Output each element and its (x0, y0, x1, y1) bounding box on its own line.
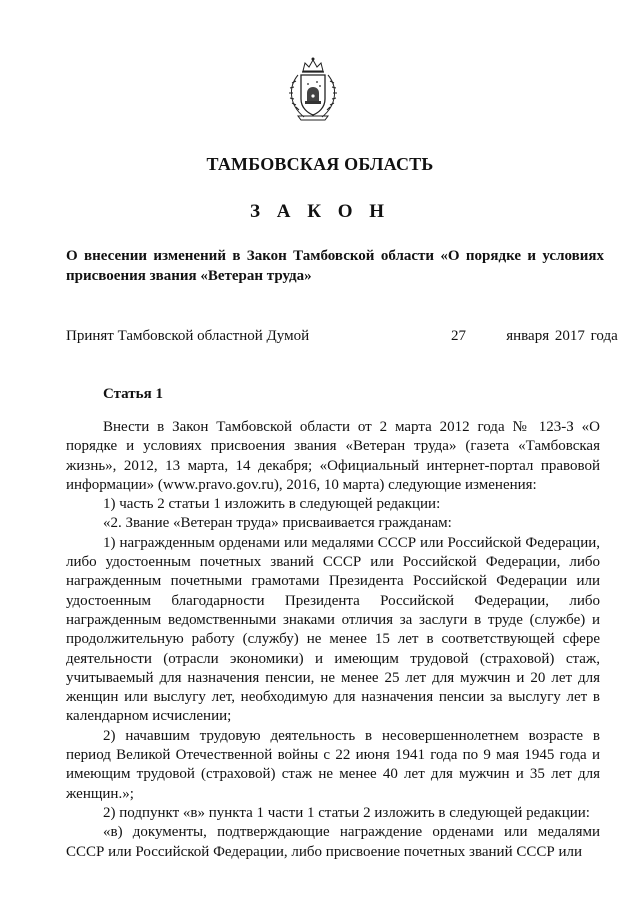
adoption-day: 27 (451, 328, 466, 344)
law-subject: О внесении изменений в Закон Тамбовской области «О порядке и условиях присвоения звания «Ветеран труда» (66, 248, 604, 284)
adoption-month-year: января 2017 года (506, 328, 618, 344)
article-body (66, 418, 600, 862)
paragraph: Внести в Закон Тамбовской области от 2 марта 2012 года № 123-З «О порядке и условиях присвоения звания «Ветеран труда» (газета «Тамбовская жизнь», 2012, 13 марта, 14 декабря; «Официальный интернет-портал правовой информации» (www.pravo.gov.ru), 2016, 10 марта) следующие изменения: (66, 419, 600, 493)
paragraph: «2. Звание «Ветеран труда» присваивается гражданам: (103, 515, 452, 532)
adoption-text: Принят Тамбовской областной Думой (66, 328, 310, 344)
adoption-date (451, 328, 618, 345)
paragraph: 1) награжденным орденами или медалями СССР или Российской Федерации, либо удостоенным почетных званий СССР или Российской Федерации, либо награжденным почетными грамотами Президента Российской Федерации или удостоенным благодарности Президента Российской Федерации, либо награжденным ведомственными знаками отличия за заслуги в труде (службе) и продолжительную работу (службу) не менее 15 лет в соответствующей сфере деятельности (отрасли экономики) и имеющим трудовой (страховой) стаж, учитываемый для назначения пенсии, не менее 25 лет для мужчин и 20 лет для женщин или выслугу лет, необходимую для назначения пенсии за выслугу лет в календарном исчислении; (66, 534, 600, 725)
paragraph: 2) подпункт «в» пункта 1 части 1 статьи 2 изложить в следующей редакции: (103, 804, 590, 821)
article-title: Статья 1 (103, 386, 163, 402)
document-type: З А К О Н (249, 201, 391, 222)
coat-of-arms-icon (284, 55, 342, 123)
region-title: ТАМБОВСКАЯ ОБЛАСТЬ (206, 154, 434, 174)
paragraph: 1) часть 2 статьи 1 изложить в следующей редакции: (103, 496, 441, 513)
paragraph: «в) документы, подтверждающие награждение орденами или медалями СССР или Российской Федерации, либо присвоение почетных званий СССР или (66, 824, 600, 860)
coat-of-arms-emblem (284, 55, 342, 123)
paragraph: 2) начавшим трудовую деятельность в несовершеннолетнем возрасте в период Великой Отечественной войны с 22 июня 1941 года по 9 мая 1945 года и имеющим трудовой (страховой) стаж не менее 40 лет для мужчин и 35 лет для женщин.»; (66, 727, 600, 802)
